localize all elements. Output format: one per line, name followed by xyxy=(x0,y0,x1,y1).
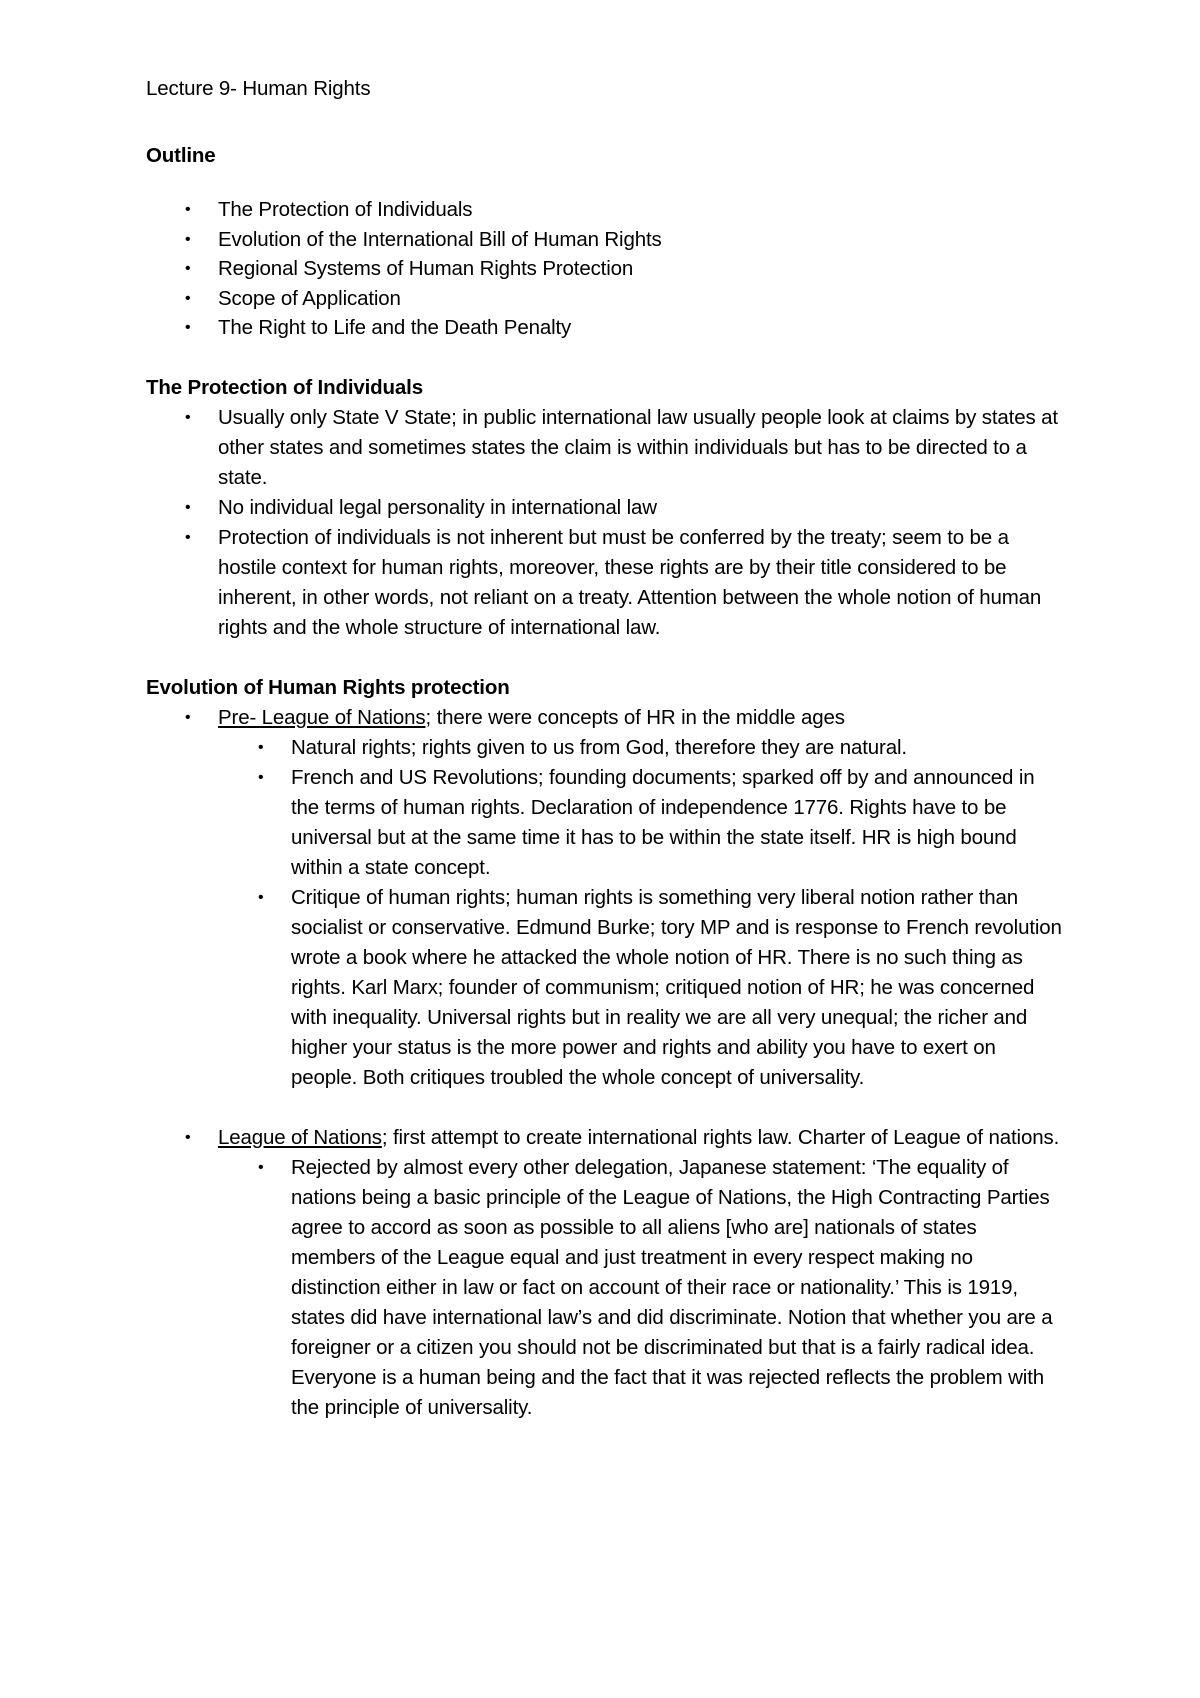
pre-league-item xyxy=(146,703,1066,733)
league-label: League of Nations xyxy=(218,1125,382,1149)
outline-item: • The Protection of Individuals xyxy=(146,195,1066,225)
outline-heading: Outline xyxy=(146,144,216,167)
document-title: Lecture 9- Human Rights xyxy=(146,77,371,100)
protection-item: • Protection of individuals is not inherent but must be conferred by the treaty; seem to be a hostile context for human rights, moreover, these rights are by their title considered to be inherent, in other words, not reliant on a treaty. Attention between the whole notion of human rights and the whole structure of international law. xyxy=(146,523,1066,643)
document-page xyxy=(146,74,1066,1423)
outline-item: • Scope of Application xyxy=(146,284,1066,314)
outline-item: • The Right to Life and the Death Penalty xyxy=(146,313,1066,343)
protection-list xyxy=(146,403,1066,643)
protection-heading: The Protection of Individuals xyxy=(146,375,423,399)
outline-item: • Regional Systems of Human Rights Protection xyxy=(146,254,1066,284)
league-item xyxy=(146,1123,1066,1153)
outline-list xyxy=(146,195,1066,343)
evolution-heading: Evolution of Human Rights protection xyxy=(146,675,510,699)
league-list xyxy=(146,1123,1066,1153)
outline-item: • Evolution of the International Bill of Human Rights xyxy=(146,225,1066,255)
protection-item: • No individual legal personality in international law xyxy=(146,493,1066,523)
pre-league-subitem: • French and US Revolutions; founding documents; sparked off by and announced in the terms of human rights. Declaration of independence 1776. Rights have to be universal but at the same time it has to be within the state itself. HR is high bound within a state concept. xyxy=(146,763,1066,883)
pre-league-subitem: • Critique of human rights; human rights is something very liberal notion rather than socialist or conservative. Edmund Burke; tory MP and is response to French revolution wrote a book where he attacked the whole notion of HR. There is no such thing as rights. Karl Marx; founder of communism; critiqued notion of HR; he was concerned with inequality. Universal rights but in reality we are all very unequal; the richer and higher your status is the more power and rights and ability you have to exert on people. Both critiques troubled the whole concept of universality. xyxy=(146,883,1066,1093)
pre-league-text: there were concepts of HR in the middle ages xyxy=(431,705,845,729)
league-sublist xyxy=(146,1153,1066,1423)
pre-league-label: Pre- League of Nations; xyxy=(218,705,432,729)
pre-league-subitem: • Natural rights; rights given to us from God, therefore they are natural. xyxy=(146,733,1066,763)
pre-league-sublist xyxy=(146,733,1066,1093)
league-subitem: • Rejected by almost every other delegation, Japanese statement: ‘The equality of nations being a basic principle of the League of Nations, the High Contracting Parties agree to accord as soon as possible to all aliens [who are] nationals of states members of the League equal and just treatment in every respect making no distinction either in law or fact on account of their race or nationality.’ This is 1919, states did have international law’s and did discriminate. Notion that whether you are a foreigner or a citizen you should not be discriminated but that is a fairly radical idea. Everyone is a human being and the fact that it was rejected reflects the problem with the principle of universality. xyxy=(146,1153,1066,1423)
league-text: ; first attempt to create international rights law. Charter of League of nations. xyxy=(381,1125,1060,1149)
evolution-list xyxy=(146,703,1066,733)
protection-item: • Usually only State V State; in public international law usually people look at claims by states at other states and sometimes states the claim is within individuals but has to be directed to a state. xyxy=(146,403,1066,493)
